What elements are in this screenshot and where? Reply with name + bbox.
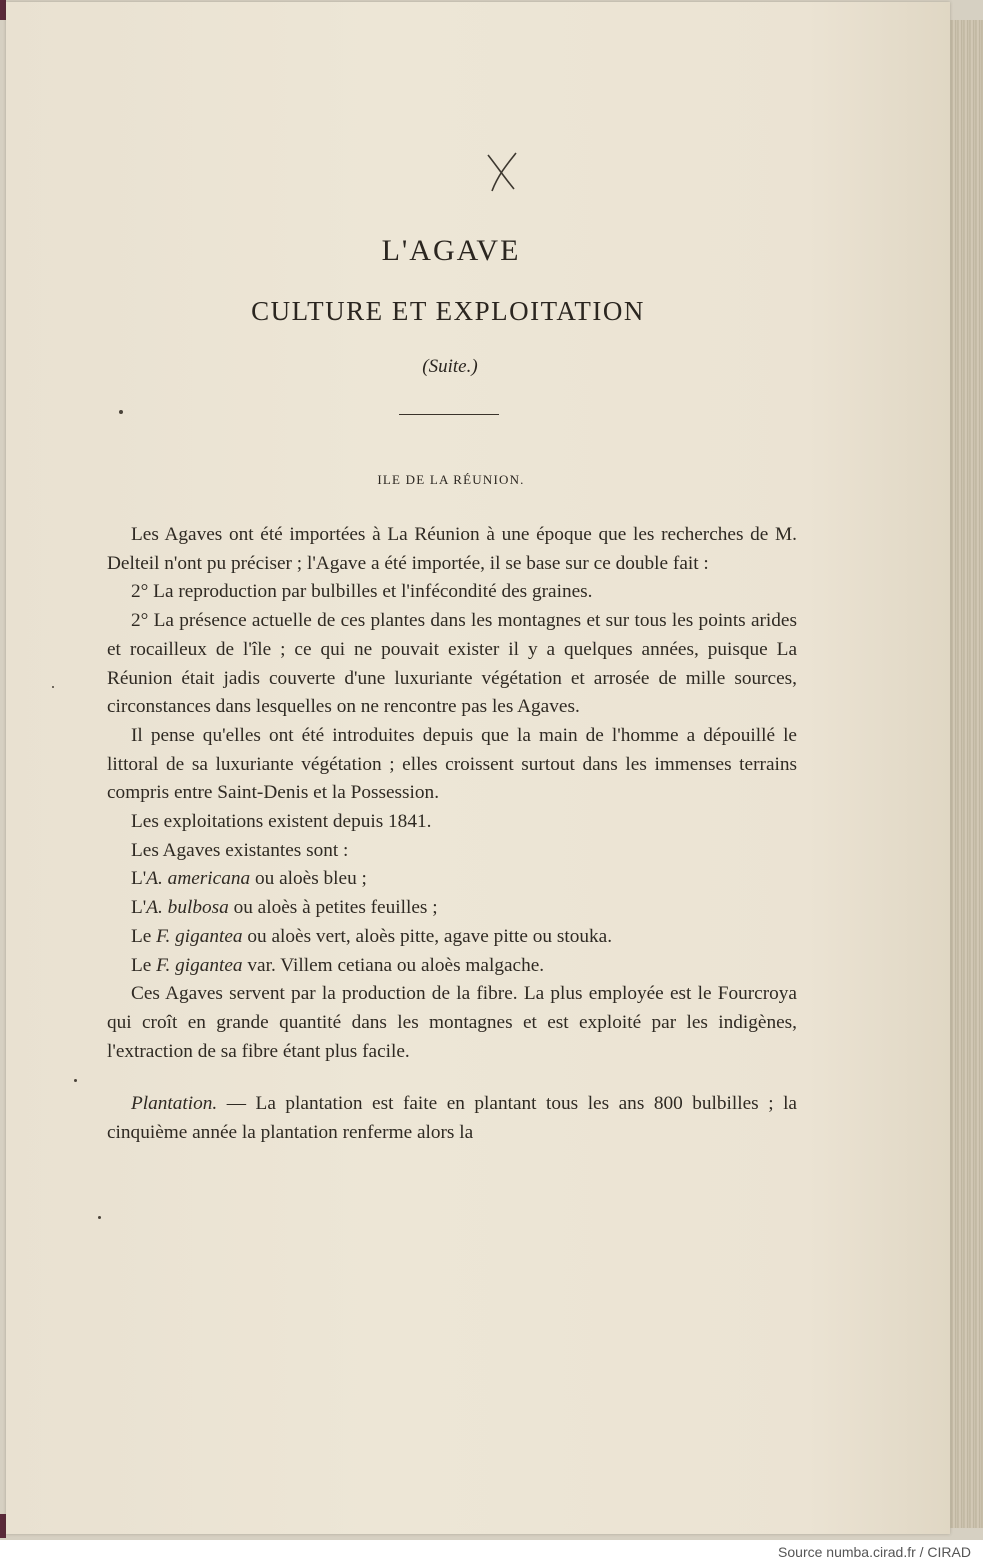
body-paragraph (107, 722, 797, 808)
italic-term: Plantation. (131, 1093, 218, 1115)
text-run: ou aloès bleu ; (250, 868, 367, 890)
text-run: ou aloès à petites feuilles ; (228, 897, 438, 919)
ink-speck (74, 1079, 77, 1082)
body-paragraph (107, 923, 797, 952)
text-run: L' (131, 897, 147, 919)
text-run: ou aloès vert, aloès pitte, agave pitte ou stouka. (242, 925, 613, 947)
text-run: Le (131, 925, 157, 947)
body-paragraph (107, 607, 797, 722)
page-subtitle: CULTURE ET EXPLOITATION (251, 296, 645, 326)
text-run: Les Agaves ont été importées à La Réunion à une époque que les recherches de M. Delteil n'ont pu préciser ; l'Agave a été importée, il se base sur ce double fait : (107, 524, 797, 574)
italic-term: A. bulbosa (146, 897, 229, 919)
body-paragraph (107, 521, 797, 578)
text-run: 2° La présence actuelle de ces plantes dans les montagnes et sur tous les points arides et rocailleux de l'île ; ce qui ne pouvait exister il y a quelques années, puisque La Réunion était jadis couverte d'une luxuriante végétation et arrosée de mille sources, circonstances dans lesquelles on ne rencontre pas les Agaves. (107, 610, 797, 718)
body-paragraph (107, 952, 797, 981)
italic-term: A. americana (146, 868, 251, 890)
body-paragraph (107, 578, 797, 607)
text-run: L' (131, 868, 147, 890)
text-run: 2° La reproduction par bulbilles et l'infécondité des graines. (131, 581, 593, 603)
italic-term: F. gigantea (156, 954, 243, 976)
text-run: Le (131, 954, 157, 976)
text-run: var. Villem cetiana ou aloès malgache. (242, 954, 545, 976)
page-title: L'AGAVE (381, 234, 521, 267)
suite-label: (Suite.) (422, 356, 478, 377)
document-page (6, 2, 950, 1534)
body-paragraph (107, 808, 797, 837)
body-text (107, 521, 797, 1148)
ink-speck (98, 1216, 101, 1219)
text-run: Les exploitations existent depuis 1841. (131, 811, 432, 833)
body-paragraph (107, 894, 797, 923)
text-run: Les Agaves existantes sont : (131, 839, 349, 861)
body-paragraph (107, 865, 797, 894)
pencil-x-mark (476, 147, 526, 197)
title-divider (399, 414, 499, 415)
italic-term: F. gigantea (156, 925, 243, 947)
body-paragraph (107, 1090, 797, 1147)
ink-speck (119, 410, 123, 414)
text-run: — La plantation est faite en plantant tous les ans 800 bulbilles ; la cinquième année la plantation renferme alors la (107, 1093, 797, 1144)
ink-speck (52, 686, 54, 688)
text-run: Il pense qu'elles ont été introduites depuis que la main de l'homme a dépouillé le littoral de sa luxuriante végétation ; elles croissent surtout dans les immenses terrains compris entre Saint-Denis et la Possession. (107, 724, 797, 804)
body-paragraph (107, 980, 797, 1066)
body-paragraph (107, 837, 797, 866)
section-heading: ILE DE LA RÉUNION. (377, 472, 525, 487)
text-run: Ces Agaves servent par la production de la fibre. La plus employée est le Fourcroya qui croît en grande quantité dans les montagnes et est exploité par les indigènes, l'extraction de sa fibre étant plus facile. (107, 983, 797, 1062)
source-credit: Source numba.cirad.fr / CIRAD (778, 1544, 971, 1560)
